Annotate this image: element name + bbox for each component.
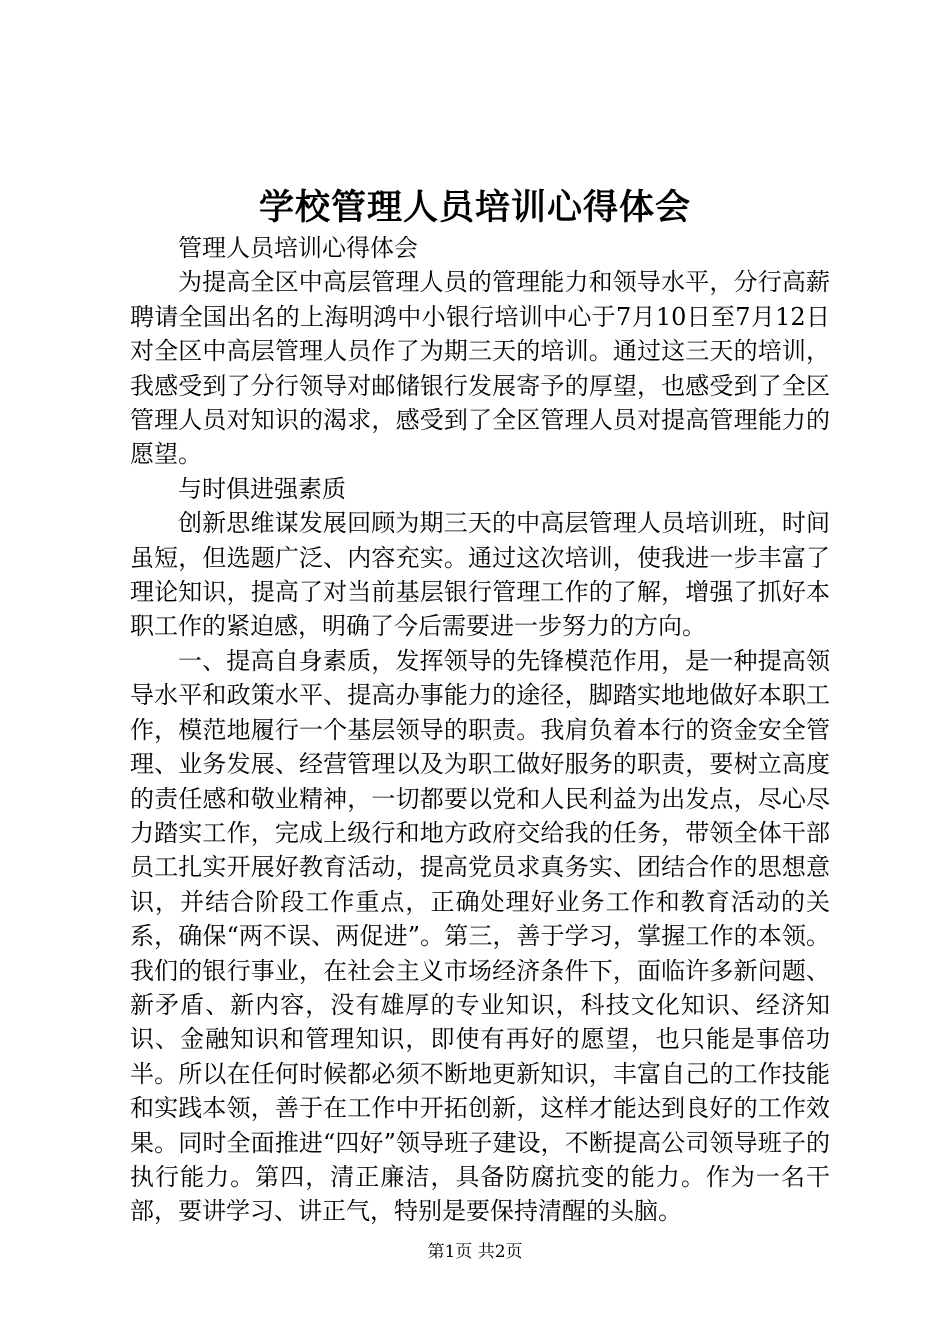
paragraph-point-one: 一、提高自身素质，发挥领导的先锋模范作用，是一种提高领导水平和政策水平、提高办事能力的途径，脚踏实地地做好本职工作，模范地履行一个基层领导的职责。我肩负着本行的资金安全管理、业务发展、经营管理以及为职工做好服务的职责，要树立高度的责任感和敬业精神，一切都要以党和人民利益为出发点，尽心尽力踏实工作，完成上级行和地方政府交给我的任务，带领全体干部员工扎实开展好教育活动，提高党员求真务实、团结合作的思想意识，并结合阶段工作重点，正确处理好业务工作和教育活动的关系，确保“两不误、两促进”。第三，善于学习，掌握工作的本领。我们的银行事业，在社会主义市场经济条件下，面临许多新问题、新矛盾、新内容，没有雄厚的专业知识，科技文化知识、经济知识、金融知识和管理知识，即使有再好的愿望，也只能是事倍功半。所以在任何时候都必须不断地更新知识，丰富自己的工作技能和实践本领，善于在工作中开拓创新，这样才能达到良好的工作效果。同时全面推进“四好”领导班子建设，不断提高公司领导班子的执行能力。第四，清正廉洁，具备防腐抗变的能力。作为一名干部，要讲学习、讲正气，特别是要保持清醒的头脑。 [130, 646, 830, 1226]
paragraph-intro: 为提高全区中高层管理人员的管理能力和领导水平，分行高薪聘请全国出名的上海明鸿中小银行培训中心于7月10日至7月12日对全区中高层管理人员作了为期三天的培训。通过这三天的培训，我感受到了分行领导对邮储银行发展寄予的厚望，也感受到了全区管理人员对知识的渴求，感受到了全区管理人员对提高管理能力的愿望。 [130, 268, 830, 469]
document-title: 学校管理人员培训心得体会 [258, 187, 691, 228]
page-number-footer: 第1页 共2页 [427, 1242, 523, 1262]
document-body [130, 231, 830, 1229]
paragraph-subtitle: 管理人员培训心得体会 [178, 234, 418, 262]
paragraph-heading: 与时俱进强素质 [178, 474, 346, 503]
paragraph-review: 创新思维谋发展回顾为期三天的中高层管理人员培训班，时间虽短，但选题广泛、内容充实。通过这次培训，使我进一步丰富了理论知识，提高了对当前基层银行管理工作的了解，增强了抓好本职工作的紧迫感，明确了今后需要进一步努力的方向。 [130, 509, 830, 641]
